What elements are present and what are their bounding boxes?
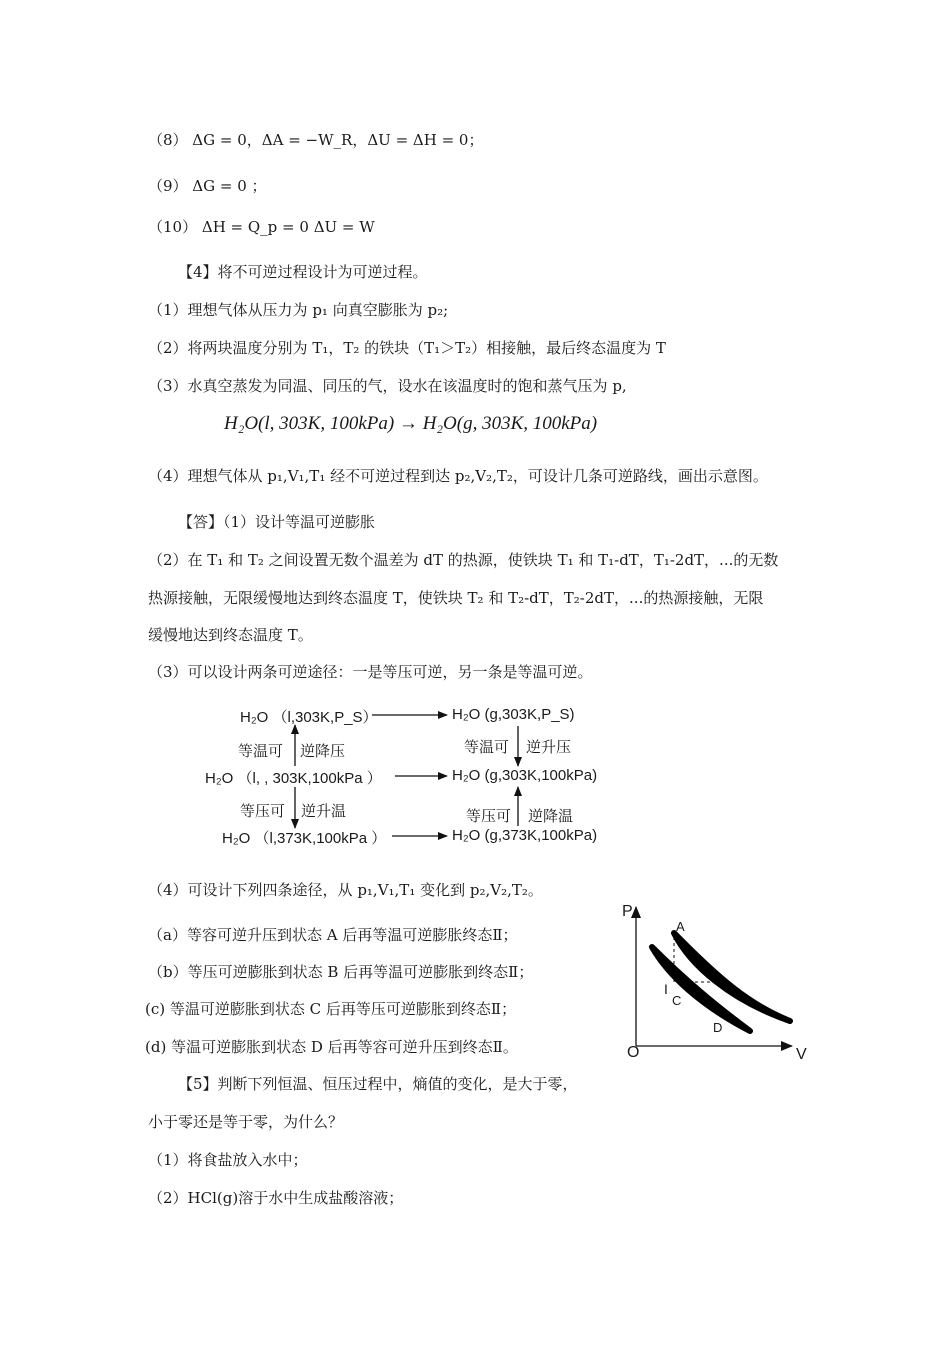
question-4	[148, 466, 768, 486]
question-2	[148, 338, 666, 358]
pv-label-c: C	[672, 993, 682, 1008]
question-1	[148, 300, 448, 320]
question-1-text: （1）理想气体从压力为 p₁ 向真空膨胀为 p₂;	[148, 301, 449, 319]
answer-2-line-2	[148, 588, 763, 608]
question-3-text: （3）水真空蒸发为同温、同压的气，设水在该温度时的饱和蒸气压为 p,	[148, 377, 627, 395]
upper-crescent	[674, 933, 790, 1021]
section-5-heading-2-text: 小于零还是等于零，为什么？	[148, 1113, 344, 1131]
question-2-text: （2）将两块温度分别为 T₁，T₂ 的铁块（T₁＞T₂）相接触，最后终态温度为 T	[148, 339, 666, 357]
section-5-heading-2	[148, 1112, 343, 1132]
question-4-text: （4）理想气体从 p₁,V₁,T₁ 经不可逆过程到达 p₂,V₂,T₂，可设计几条可逆路线，画出示意图。	[148, 467, 768, 485]
pv-label-o: O	[627, 1044, 640, 1061]
section-4-heading-text: 【4】将不可逆过程设计为可逆过程。	[178, 263, 428, 281]
section-5-item-2-text: （2）HCl(g)溶于水中生成盐酸溶液；	[148, 1189, 404, 1207]
answer-2-line-1-text: （2）在 T₁ 和 T₂ 之间设置无数个温差为 dT 的热源，使铁块 T₁ 和 T₁-dT，T₁-2dT，...的无数	[148, 551, 779, 569]
scheme-mid-right: H₂O (g,303K,100kPa)	[452, 767, 598, 784]
label-upper-left-b: 逆降压	[300, 743, 346, 760]
answer-10	[148, 217, 375, 237]
answer-3	[148, 662, 593, 682]
question-3	[148, 376, 627, 396]
path-d	[145, 1037, 518, 1057]
path-d-text: (d) 等温可逆膨胀到状态 D 后再等容可逆升压到终态Ⅱ。	[145, 1038, 518, 1056]
path-a	[148, 925, 518, 945]
answer-heading	[178, 512, 375, 532]
answer-8	[148, 130, 483, 150]
answer-9	[148, 176, 267, 196]
label-lower-left-a: 等压可	[240, 803, 286, 820]
section-5-heading-1-text: 【5】判断下列恒温、恒压过程中，熵值的变化，是大于零，	[178, 1075, 578, 1093]
scheme-top-right: H₂O (g,303K,P_S)	[452, 706, 575, 723]
section-5-item-1	[148, 1150, 308, 1170]
section-5-item-2	[148, 1188, 403, 1208]
equation-3	[224, 414, 597, 434]
answer-9-text: （9） ΔG = 0 ；	[148, 177, 267, 195]
label-upper-left-a: 等温可	[238, 743, 284, 760]
scheme-top-left: H₂O （l,303K,P_S）	[240, 709, 378, 726]
pv-label-a: A	[676, 919, 685, 934]
answer-2-line-2-text: 热源接触，无限缓慢地达到终态温度 T，使铁块 T₂ 和 T₂-dT，T₂-2dT，...的热源接触，无限	[148, 589, 764, 607]
scheme-bottom-left: H₂O （l,373K,100kPa ）	[222, 830, 387, 847]
section-5-heading-1	[178, 1074, 578, 1094]
answer-8-text: （8） ΔG = 0，ΔA = −W_R，ΔU = ΔH = 0；	[148, 131, 484, 149]
pv-label-v: V	[796, 1046, 807, 1063]
answer-2-line-3	[148, 625, 313, 645]
answer-heading-text: 【答】（1）设计等温可逆膨胀	[178, 513, 376, 531]
path-c	[145, 999, 516, 1019]
label-lower-right-b: 逆降温	[528, 808, 574, 825]
section-5-item-1-text: （1）将食盐放入水中；	[148, 1151, 308, 1169]
path-c-text: (c) 等温可逆膨胀到状态 C 后再等压可逆膨胀到终态Ⅱ；	[145, 1000, 517, 1018]
pv-label-one: I	[664, 981, 668, 997]
label-upper-right-a: 等温可	[464, 739, 510, 756]
answer-10-text: （10） ΔH = Q_p = 0 ΔU = W	[148, 218, 375, 236]
scheme-bottom-right: H₂O (g,373K,100kPa)	[452, 827, 598, 844]
path-a-text: （a）等容可逆升压到状态 A 后再等温可逆膨胀终态Ⅱ；	[148, 926, 518, 944]
answer-2-line-3-text: 缓慢地达到终态温度 T。	[148, 626, 313, 644]
equation-3-text: H₂O(l, 303K, 100kPa) → H₂O(g, 303K, 100kPa)	[224, 413, 598, 434]
answer-4-text: （4）可设计下列四条途径，从 p₁,V₁,T₁ 变化到 p₂,V₂,T₂。	[148, 881, 543, 899]
pv-label-d: D	[713, 1020, 723, 1035]
answer-2-line-1	[148, 550, 778, 570]
answer-3-text: （3）可以设计两条可逆途径：一是等压可逆，另一条是等温可逆。	[148, 663, 593, 681]
answer-4	[148, 880, 543, 900]
label-lower-right-a: 等压可	[466, 808, 512, 825]
path-b-text: （b）等压可逆膨胀到状态 B 后再等温可逆膨胀到终态Ⅱ；	[148, 963, 534, 981]
label-lower-left-b: 逆升温	[301, 803, 347, 820]
scheme-mid-left: H₂O （l, , 303K,100kPa ）	[205, 770, 382, 787]
path-b	[148, 962, 533, 982]
label-upper-right-b: 逆升压	[526, 739, 572, 756]
section-4-heading	[178, 262, 428, 282]
pv-diagram	[600, 895, 830, 1070]
pv-label-p: P	[622, 903, 633, 920]
